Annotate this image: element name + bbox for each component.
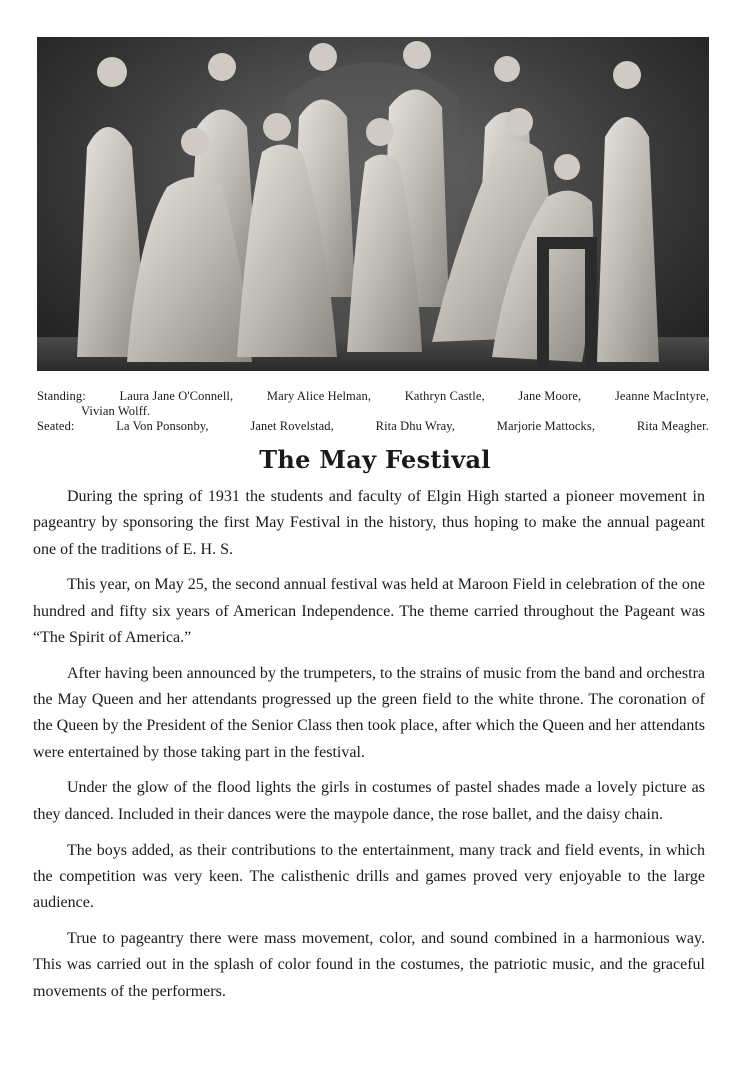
caption-name: Rita Meagher. bbox=[636, 419, 709, 433]
caption-name: Marjorie Mattocks, bbox=[496, 419, 596, 433]
caption-name: Janet Rovelstad, bbox=[250, 419, 334, 433]
caption-name: Kathryn Castle, bbox=[404, 389, 485, 403]
article-body bbox=[33, 484, 705, 1014]
caption-seated-label: Seated: bbox=[37, 419, 75, 433]
caption-name: Rita Dhu Wray, bbox=[375, 419, 455, 433]
article-title: The May Festival bbox=[259, 445, 491, 474]
caption-standing-continuation: Vivian Wolff. bbox=[81, 404, 151, 418]
caption-standing-label: Standing: bbox=[37, 389, 86, 403]
group-portrait-photo bbox=[37, 37, 709, 371]
caption-name: Laura Jane O'Connell, bbox=[119, 389, 234, 403]
paragraph: Under the glow of the flood lights the girls in costumes of pastel shades made a lovely picture as they danced. Included in their dances were the maypole dance, the rose ballet, and the daisy chain. bbox=[33, 779, 705, 823]
paragraph: The boys added, as their contributions to the entertainment, many track and field events, in which the competition was very keen. The calisthenic drills and games proved very enjoyable to the large audience. bbox=[33, 841, 705, 912]
caption-name: Jane Moore, bbox=[518, 389, 582, 403]
caption-name: Mary Alice Helman, bbox=[266, 389, 372, 403]
paragraph: During the spring of 1931 the students and faculty of Elgin High started a pioneer movement in pageantry by sponsoring the first May Festival in the history, thus hoping to make the annual pageant one of the traditions of E. H. S. bbox=[33, 488, 705, 558]
caption-standing-row bbox=[37, 389, 709, 404]
paragraph: After having been announced by the trumpeters, to the strains of music from the band and orchestra the May Queen and her attendants progressed up the green field to the white throne. The coronation of the Queen by the President of the Senior Class then took place, after which the Queen and her attendants were entertained by those taking part in the festival. bbox=[33, 664, 705, 761]
photo-caption bbox=[37, 389, 709, 434]
portrait-illustration bbox=[37, 37, 709, 371]
paragraph: This year, on May 25, the second annual festival was held at Maroon Field in celebration of the one hundred and fifty six years of American Independence. The theme carried throughout the Pageant was “The Spirit of America.” bbox=[33, 576, 705, 646]
caption-seated-row bbox=[37, 419, 709, 434]
paragraph: True to pageantry there were mass movement, color, and sound combined in a harmonious way. This was carried out in the splash of color found in the costumes, the patriotic music, and the graceful movements of the performers. bbox=[33, 929, 705, 1000]
caption-name: Jeanne MacIntyre, bbox=[614, 389, 709, 403]
caption-name: La Von Ponsonby, bbox=[116, 419, 209, 433]
